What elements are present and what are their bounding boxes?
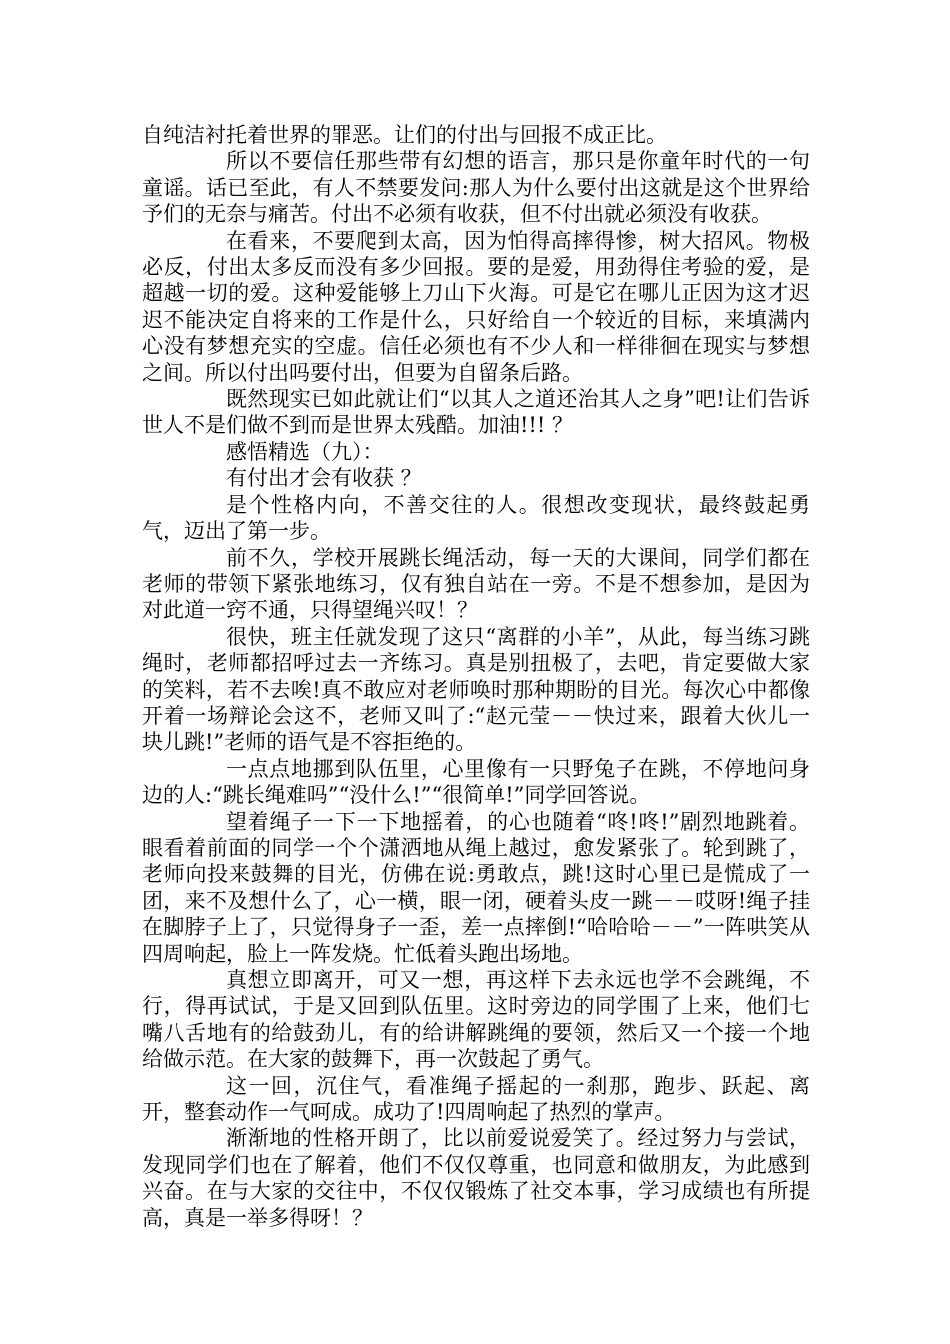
paragraph: 一点点地挪到队伍里，心里像有一只野兔子在跳，不停地问身边的人:“跳长绳难吗”“没什么!”“很简单!”同学回答说。	[142, 756, 810, 808]
paragraph: 这一回，沉住气，看准绳子摇起的一刹那，跑步、跃起、离开，整套动作一气呵成。成功了!四周响起了热烈的掌声。	[142, 1073, 810, 1125]
paragraph: 渐渐地的性格开朗了，比以前爱说爱笑了。经过努力与尝试，发现同学们也在了解着，他们不仅仅尊重，也同意和做朋友，为此感到兴奋。在与大家的交往中，不仅仅锻炼了社交本事，学习成绩也有所提高，真是一举多得呀！？	[142, 1126, 810, 1230]
document-body	[142, 122, 810, 1231]
paragraph: 所以不要信任那些带有幻想的语言，那只是你童年时代的一句童谣。话已至此，有人不禁要发问:那人为什么要付出这就是这个世界给予们的无奈与痛苦。付出不必须有收获，但不付出就必须没有收获。	[142, 149, 810, 227]
paragraph: 前不久，学校开展跳长绳活动，每一天的大课间，同学们都在老师的带领下紧张地练习，仅有独自站在一旁。不是不想参加，是因为对此道一窍不通，只得望绳兴叹！？	[142, 545, 810, 623]
paragraph: 既然现实已如此就让们“以其人之道还治其人之身”吧!让们告诉世人不是们做不到而是世界太残酷。加油!!! ？	[142, 387, 810, 438]
paragraph: 很快，班主任就发现了这只“离群的小羊”，从此，每当练习跳绳时，老师都招呼过去一齐练习。真是别扭极了，去吧，肯定要做大家的笑料，若不去唉!真不敢应对老师唤时那种期盼的目光。每次心中都像开着一场辩论会这不，老师又叫了:“赵元莹－－快过来，跟着大伙儿一块儿跳!”老师的语气是不容拒绝的。	[142, 624, 810, 755]
paragraph: 自纯洁衬托着世界的罪恶。让们的付出与回报不成正比。	[142, 123, 667, 147]
paragraph: 在看来，不要爬到太高，因为怕得高摔得惨，树大招风。物极必反，付出太多反而没有多少回报。要的是爱，用劲得住考验的爱，是超越一切的爱。这种爱能够上刀山下火海。可是它在哪儿正因为这才迟迟不能决定自将来的工作是什么，只好给自一个较近的目标，来填满内心没有梦想充实的空虚。信任必须也有不少人和一样徘徊在现实与梦想之间。所以付出吗要付出，但要为自留条后路。	[142, 228, 810, 385]
paragraph: 是个性格内向，不善交往的人。很想改变现状，最终鼓起勇气，迈出了第一步。	[142, 492, 810, 544]
paragraph: 望着绳子一下一下地摇着，的心也随着“咚!咚!”剧烈地跳着。眼看着前面的同学一个个潇洒地从绳上越过，愈发紧张了。轮到跳了，老师向投来鼓舞的目光，仿佛在说:勇敢点，跳!这时心里已是慌成了一团，来不及想什么了，心一横，眼一闭，硬着头皮一跳－－哎呀!绳子挂在脚脖子上了，只觉得身子一歪，差一点摔倒!“哈哈哈－－”一阵哄笑从四周响起，脸上一阵发烧。忙低着头跑出场地。	[142, 809, 810, 966]
article-title: 有付出才会有收获 ？	[226, 466, 422, 491]
section-heading: 感悟精选（九）：	[226, 439, 384, 464]
paragraph: 真想立即离开，可又一想，再这样下去永远也学不会跳绳，不行，得再试试，于是又回到队伍里。这时旁边的同学围了上来，他们七嘴八舌地有的给鼓劲儿，有的给讲解跳绳的要领，然后又一个接一个地给做示范。在大家的鼓舞下，再一次鼓起了勇气。	[142, 968, 810, 1072]
